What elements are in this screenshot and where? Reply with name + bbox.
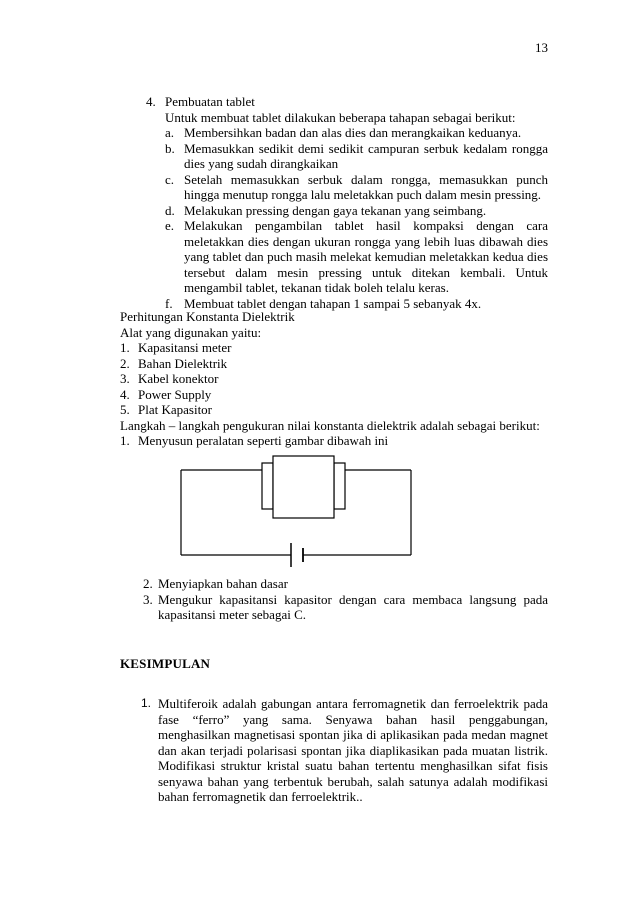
list-item — [120, 356, 548, 372]
list-item-number: 1. — [141, 696, 152, 710]
list-item — [120, 371, 548, 387]
list-item-letter: d. — [165, 202, 175, 218]
dielectric-block — [273, 456, 334, 518]
list-item-text: Menyusun peralatan seperti gambar dibawah ini — [138, 433, 389, 448]
list-item-text: Mengukur kapasitansi kapasitor dengan cara membaca langsung pada kapasitansi meter sebagai C. — [158, 591, 548, 622]
list-item-text: Memasukkan sedikit demi sedikit campuran serbuk kedalam rongga dies yang sudah dirangkaikan — [184, 140, 548, 171]
conclusion-heading: KESIMPULAN — [120, 656, 211, 671]
list-item-letter: e. — [165, 218, 175, 233]
list-item-letter: f. — [165, 295, 173, 311]
section-tablet — [146, 94, 548, 311]
section-tablet-number: 4. — [146, 94, 156, 109]
list-item-text: Membuat tablet dengan tahapan 1 sampai 5 sebanyak 4x. — [184, 295, 482, 311]
list-item-text: Bahan Dielektrik — [138, 355, 228, 371]
list-item — [146, 141, 548, 172]
page-number: 13 — [535, 40, 548, 55]
list-item-text: Setelah memasukkan serbuk dalam rongga, memasukkan punch hingga menutup rongga lalu meletakkan puch dalam mesin pressing. — [184, 171, 548, 202]
list-item-number: 2. — [120, 355, 130, 371]
list-item — [120, 402, 548, 418]
list-item — [120, 576, 548, 592]
list-item — [120, 592, 548, 623]
list-item — [146, 172, 548, 203]
list-item-number: 1. — [120, 433, 130, 448]
list-item — [120, 433, 548, 449]
section-tablet-intro: Untuk membuat tablet dilakukan beberapa tahapan sebagai berikut: — [165, 109, 516, 125]
list-item-number: 3. — [143, 591, 153, 607]
list-item-number: 4. — [120, 386, 130, 402]
capacitor-plate-right — [334, 463, 345, 509]
tools-list — [120, 340, 548, 418]
list-item-text: Membersihkan badan dan alas dies dan merangkaikan keduanya. — [184, 125, 522, 140]
list-item-letter: a. — [165, 125, 175, 140]
list-item — [120, 387, 548, 403]
list-item-text: Kabel konektor — [138, 371, 219, 386]
list-item — [146, 218, 548, 296]
steps-after-diagram — [120, 576, 548, 623]
conclusion-list — [120, 696, 548, 805]
list-item-letter: b. — [165, 140, 175, 156]
list-item-letter: c. — [165, 171, 175, 187]
list-item — [120, 340, 548, 356]
list-item — [146, 125, 548, 141]
list-item-text: Multiferoik adalah gabungan antara ferromagnetik dan ferroelektrik pada fase “ferro” yang sama. Senyawa bahan hasil penggabungan, menghasilkan magnetisasi spontan jika di aplikasikan pada medan magnet dan akan terjadi polarisasi spontan jika diaplikasikan pada muatan listrik. Modifikasi struktur kristal suatu bahan tertentu menghasilkan sifat fisis senyawa bahan yang terbentuk berubah, salah satunya adalah modifikasi bahan ferromagnetik dan ferroelektrik.. — [158, 696, 548, 804]
list-item-number: 2. — [143, 576, 153, 591]
tablet-steps-list — [146, 125, 548, 311]
list-item-text: Melakukan pengambilan tablet hasil kompaksi dengan cara meletakkan dies dengan ukuran rongga yang lebih luas dibawah dies yang tablet dan puch masih melekat kemudian meletakkan kedua dies tersebut dalam mesin pressing untuk ditekan kembali. Untuk mengambil tablet, tekanan tidak boleh telalu keras. — [184, 218, 548, 295]
list-item-text: Power Supply — [138, 386, 212, 402]
list-item-text: Menyiapkan bahan dasar — [158, 576, 288, 591]
section-tablet-title: Pembuatan tablet — [165, 94, 255, 109]
section-tablet-heading — [146, 94, 548, 110]
list-item — [120, 696, 548, 805]
list-item-number: 1. — [120, 340, 130, 355]
capacitor-plate-left — [262, 463, 273, 509]
section-dielectric — [120, 309, 548, 449]
dielectric-title: Perhitungan Konstanta Dielektrik — [120, 309, 295, 324]
tools-intro: Alat yang digunakan yaitu: — [120, 324, 262, 340]
list-item-number: 5. — [120, 402, 130, 417]
list-item — [146, 203, 548, 219]
list-item-number: 3. — [120, 371, 130, 386]
list-item-text: Plat Kapasitor — [138, 402, 213, 417]
list-item-text: Melakukan pressing dengan gaya tekanan yang seimbang. — [184, 202, 487, 218]
list-item-text: Kapasitansi meter — [138, 340, 232, 355]
steps-intro: Langkah – langkah pengukuran nilai konstanta dielektrik adalah sebagai berikut: — [120, 417, 540, 433]
